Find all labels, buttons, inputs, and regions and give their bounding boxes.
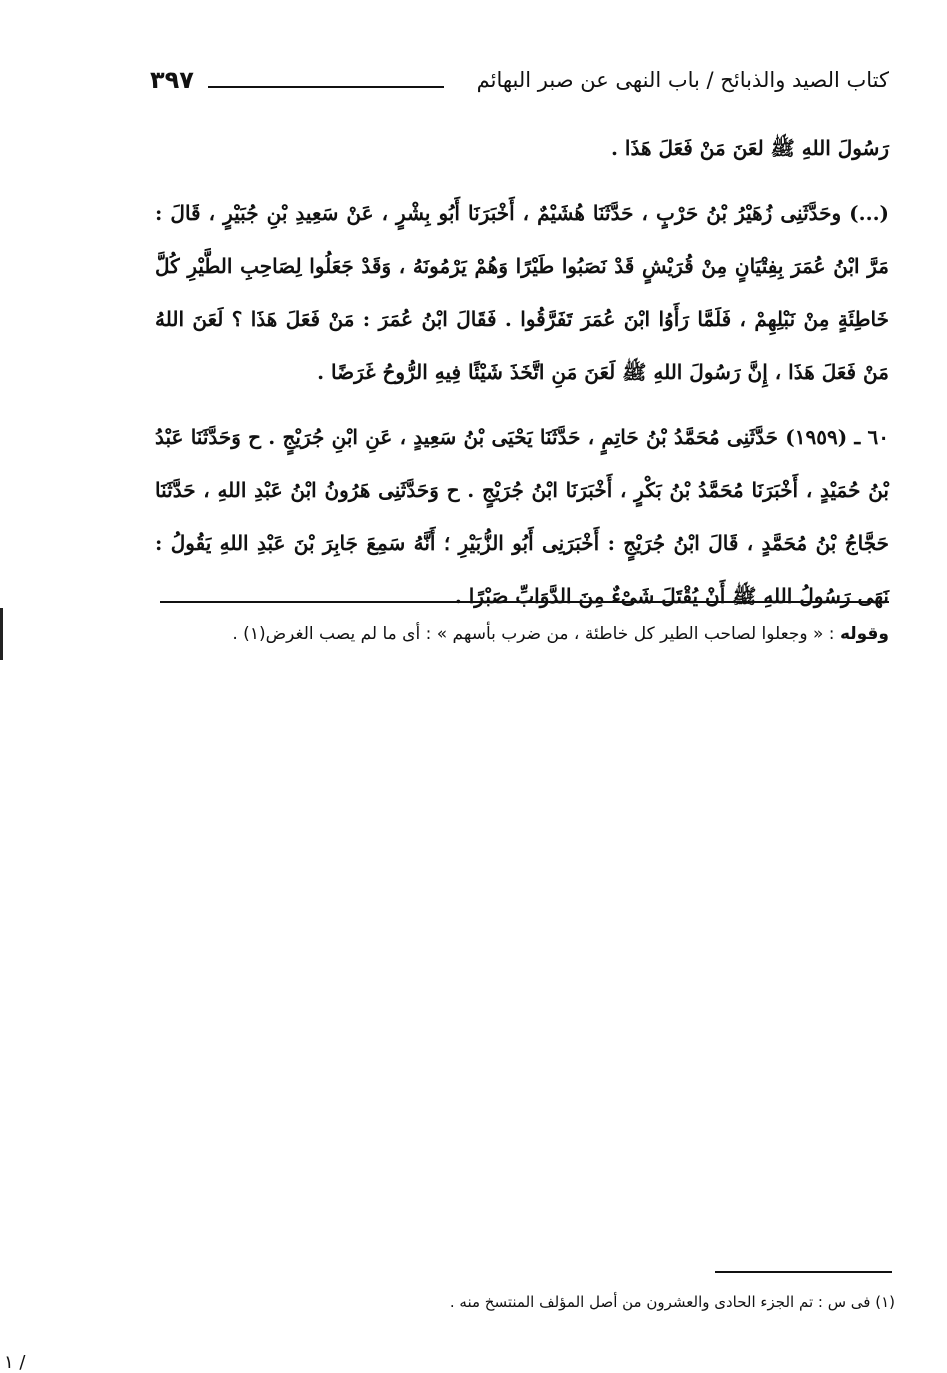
page-number: ٣٩٧	[150, 66, 194, 94]
header-rule	[208, 86, 444, 88]
commentary-text: : « وجعلوا لصاحب الطير كل خاطئة ، من ضرب بأسهم » : أى ما لم يصب الغرض(١) .	[232, 624, 835, 644]
commentary-separator	[160, 601, 889, 603]
main-text	[155, 122, 889, 623]
commentary-label: وقوله	[839, 624, 889, 644]
running-title: كتاب الصيد والذبائح / باب النهى عن صبر البهائم	[476, 68, 889, 92]
footnote-rule	[715, 1271, 892, 1273]
paragraph-hadith-ibn-umar: (...) وحَدَّثَنِى زُهَيْرُ بْنُ حَرْبٍ ، حَدَّثَنَا هُشَيْمٌ ، أَخْبَرَنَا أَبُو بِشْرٍ ، عَنْ سَعِيدِ بْنِ جُبَيْرٍ ، قَالَ : مَرَّ ابْنُ عُمَرَ بِفِتْيَانٍ مِنْ قُرَيْشٍ قَدْ نَصَبُوا طَيْرًا وَهُمْ يَرْمُونَهُ ، وَقَدْ جَعَلُوا لِصَاحِبِ الطَّيْرِ كُلَّ خَاطِئَةٍ مِنْ نَبْلِهِمْ ، فَلَمَّا رَأَوُا ابْنَ عُمَرَ تَفَرَّقُوا . فَقَالَ ابْنُ عُمَرَ : مَنْ فَعَلَ هَذَا ؟ لَعَنَ اللهُ مَنْ فَعَلَ هَذَا ، إِنَّ رَسُولَ اللهِ ﷺ لَعَنَ مَنِ اتَّخَذَ شَيْئًا فِيهِ الرُّوحُ غَرَضًا .	[155, 201, 889, 384]
margin-mark: ١ /	[4, 1352, 26, 1373]
commentary	[160, 618, 889, 651]
page-header	[150, 62, 889, 102]
scan-edge-mark	[0, 608, 3, 660]
footnote: (١) فى س : تم الجزء الحادى والعشرون من أصل المؤلف المنتسخ منه .	[449, 1293, 895, 1311]
paragraph-continuation: رَسُولَ اللهِ ﷺ لعَنَ مَنْ فَعَلَ هَذَا .	[611, 136, 889, 160]
paragraph-hadith-1959: ٦٠ ـ (١٩٥٩) حَدَّثَنِى مُحَمَّدُ بْنُ حَاتِمٍ ، حَدَّثَنَا يَحْيَى بْنُ سَعِيدٍ ، عَنِ ابْنِ جُرَيْجٍ . ح وَحَدَّثَنَا عَبْدُ بْنُ حُمَيْدٍ ، أَخْبَرَنَا مُحَمَّدُ بْنُ بَكْرٍ ، أَخْبَرَنَا ابْنُ جُرَيْجٍ . ح وَحَدَّثَنِى هَرُونُ ابْنُ عَبْدِ اللهِ ، حَدَّثَنَا حَجَّاجُ بْنُ مُحَمَّدٍ ، قَالَ ابْنُ جُرَيْجٍ : أَخْبَرَنِى أَبُو الزُّبَيْرِ ؛ أَنَّهُ سَمِعَ جَابِرَ بْنَ عَبْدِ اللهِ يَقُولُ : نَهَى رَسُولُ اللهِ ﷺ أَنْ يُقْتَلَ شَىْءٌ مِنَ الدَّوَابِّ صَبْرًا .	[155, 425, 889, 608]
